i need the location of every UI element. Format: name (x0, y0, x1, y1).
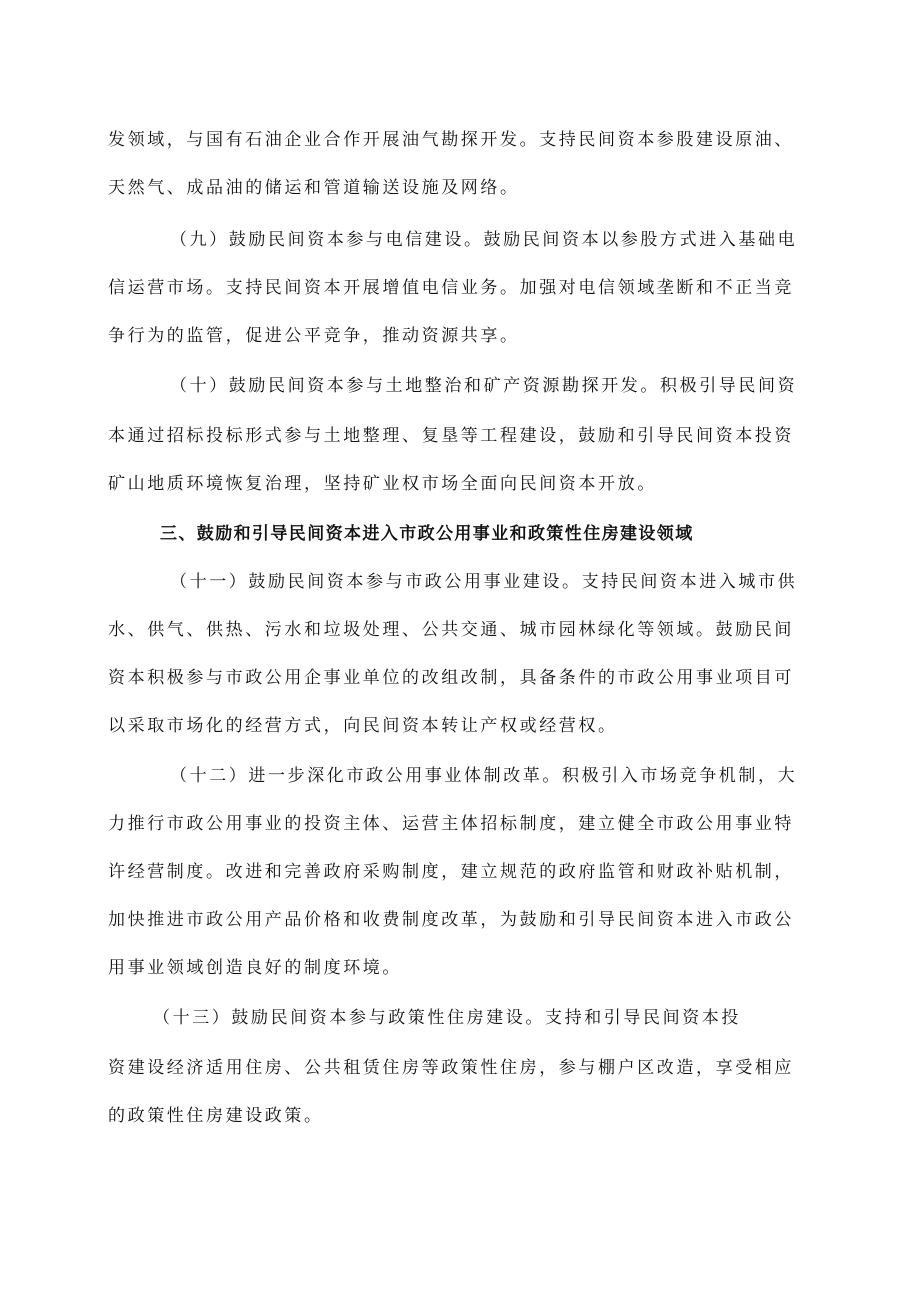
paragraph-line: 资建设经济适用住房、公共租赁住房等政策性住房，参与棚户区改造，享受相应 (108, 1058, 794, 1078)
paragraph-line: 加快推进市政公用产品价格和收费制度改革，为鼓励和引导民间资本进入市政公 (108, 910, 794, 930)
paragraph-line: 信运营市场。支持民间资本开展增值电信业务。加强对电信领域垄断和不正当竞 (108, 278, 794, 298)
paragraph-line: （十二）进一步深化市政公用事业体制改革。积极引入市场竞争机制，大 (170, 766, 798, 786)
paragraph-line: 本通过招标投标形式参与土地整理、复垦等工程建设，鼓励和引导民间资本投资 (108, 426, 794, 446)
paragraph-line: （十）鼓励民间资本参与土地整治和矿产资源勘探开发。积极引导民间资 (170, 376, 798, 396)
paragraph-line: （九）鼓励民间资本参与电信建设。鼓励民间资本以参股方式进入基础电 (170, 230, 798, 250)
paragraph-line: 用事业领域创造良好的制度环境。 (108, 958, 402, 978)
paragraph-line: 以采取市场化的经营方式，向民间资本转让产权或经营权。 (108, 716, 618, 736)
paragraph-line: （十一）鼓励民间资本参与市政公用事业建设。支持民间资本进入城市供 (170, 572, 798, 592)
paragraph-line: （十三）鼓励民间资本参与政策性住房建设。支持和引导民间资本投 (153, 1008, 741, 1028)
section-heading: 三、鼓励和引导民间资本进入市政公用事业和政策性住房建设领域 (160, 524, 694, 544)
paragraph-line: 力推行市政公用事业的投资主体、运营主体招标制度，建立健全市政公用事业特 (108, 814, 794, 834)
paragraph-line: 资本积极参与市政公用企事业单位的改组改制，具备条件的市政公用事业项目可 (108, 668, 794, 688)
paragraph-line: 矿山地质环境恢复治理，坚持矿业权市场全面向民间资本开放。 (108, 474, 657, 494)
paragraph-line: 水、供气、供热、污水和垃圾处理、公共交通、城市园林绿化等领域。鼓励民间 (108, 620, 794, 640)
paragraph-line: 发领域，与国有石油企业合作开展油气勘探开发。支持民间资本参股建设原油、 (108, 130, 794, 150)
paragraph-line: 天然气、成品油的储运和管道输送设施及网络。 (108, 178, 520, 198)
paragraph-line: 争行为的监管，促进公平竞争，推动资源共享。 (108, 326, 520, 346)
paragraph-line: 许经营制度。改进和完善政府采购制度，建立规范的政府监管和财政补贴机制， (108, 862, 794, 882)
paragraph-line: 的政策性住房建设政策。 (108, 1106, 324, 1126)
